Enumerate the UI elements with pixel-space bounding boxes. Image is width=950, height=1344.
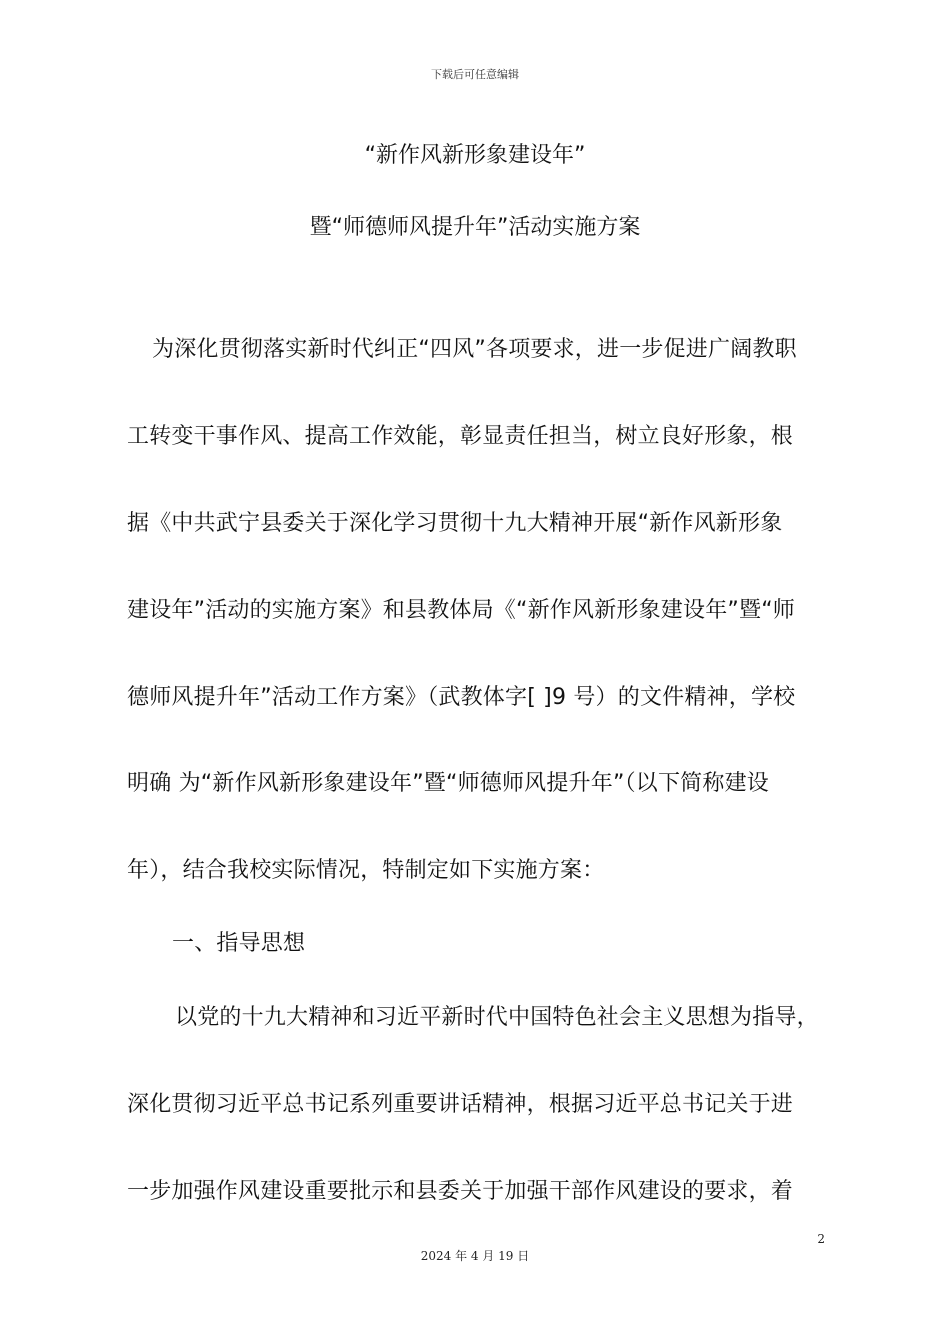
- intro-paragraph-line: 德师风提升年”活动工作方案》（武教体字[ ]9 号）的文件精神，学校: [127, 685, 796, 710]
- document-title-line-2: 暨“师德师风提升年”活动实施方案: [309, 215, 641, 240]
- intro-paragraph-line: 工转变干事作风、提高工作效能，彰显责任担当，树立良好形象，根: [127, 424, 794, 449]
- section-heading: 一、指导思想: [172, 931, 306, 956]
- intro-paragraph-line: 年），结合我校实际情况，特制定如下实施方案：: [127, 858, 605, 883]
- page-number: 2: [817, 1232, 825, 1246]
- document-title-line-1: “新作风新形象建设年”: [364, 143, 586, 168]
- header-note: 下载后可任意编辑: [431, 68, 519, 81]
- intro-paragraph-line: 建设年”活动的实施方案》和县教体局《“新作风新形象建设年”暨“师: [127, 598, 795, 623]
- intro-paragraph-line: 据《中共武宁县委关于深化学习贯彻十九大精神开展“新作风新形象: [127, 511, 783, 536]
- intro-paragraph-line: 明确 为“新作风新形象建设年”暨“师德师风提升年”（以下简称建设: [127, 771, 769, 796]
- section-paragraph-line: 深化贯彻习近平总书记系列重要讲话精神，根据习近平总书记关于进: [127, 1092, 794, 1117]
- footer-date: 2024 年 4 月 19 日: [420, 1249, 530, 1263]
- section-paragraph-line: 以党的十九大精神和习近平新时代中国特色社会主义思想为指导，: [175, 1005, 819, 1030]
- intro-paragraph-line: 为深化贯彻落实新时代纠正“四风”各项要求，进一步促进广阔教职: [152, 337, 797, 362]
- section-paragraph-line: 一步加强作风建设重要批示和县委关于加强干部作风建设的要求，着: [127, 1179, 794, 1204]
